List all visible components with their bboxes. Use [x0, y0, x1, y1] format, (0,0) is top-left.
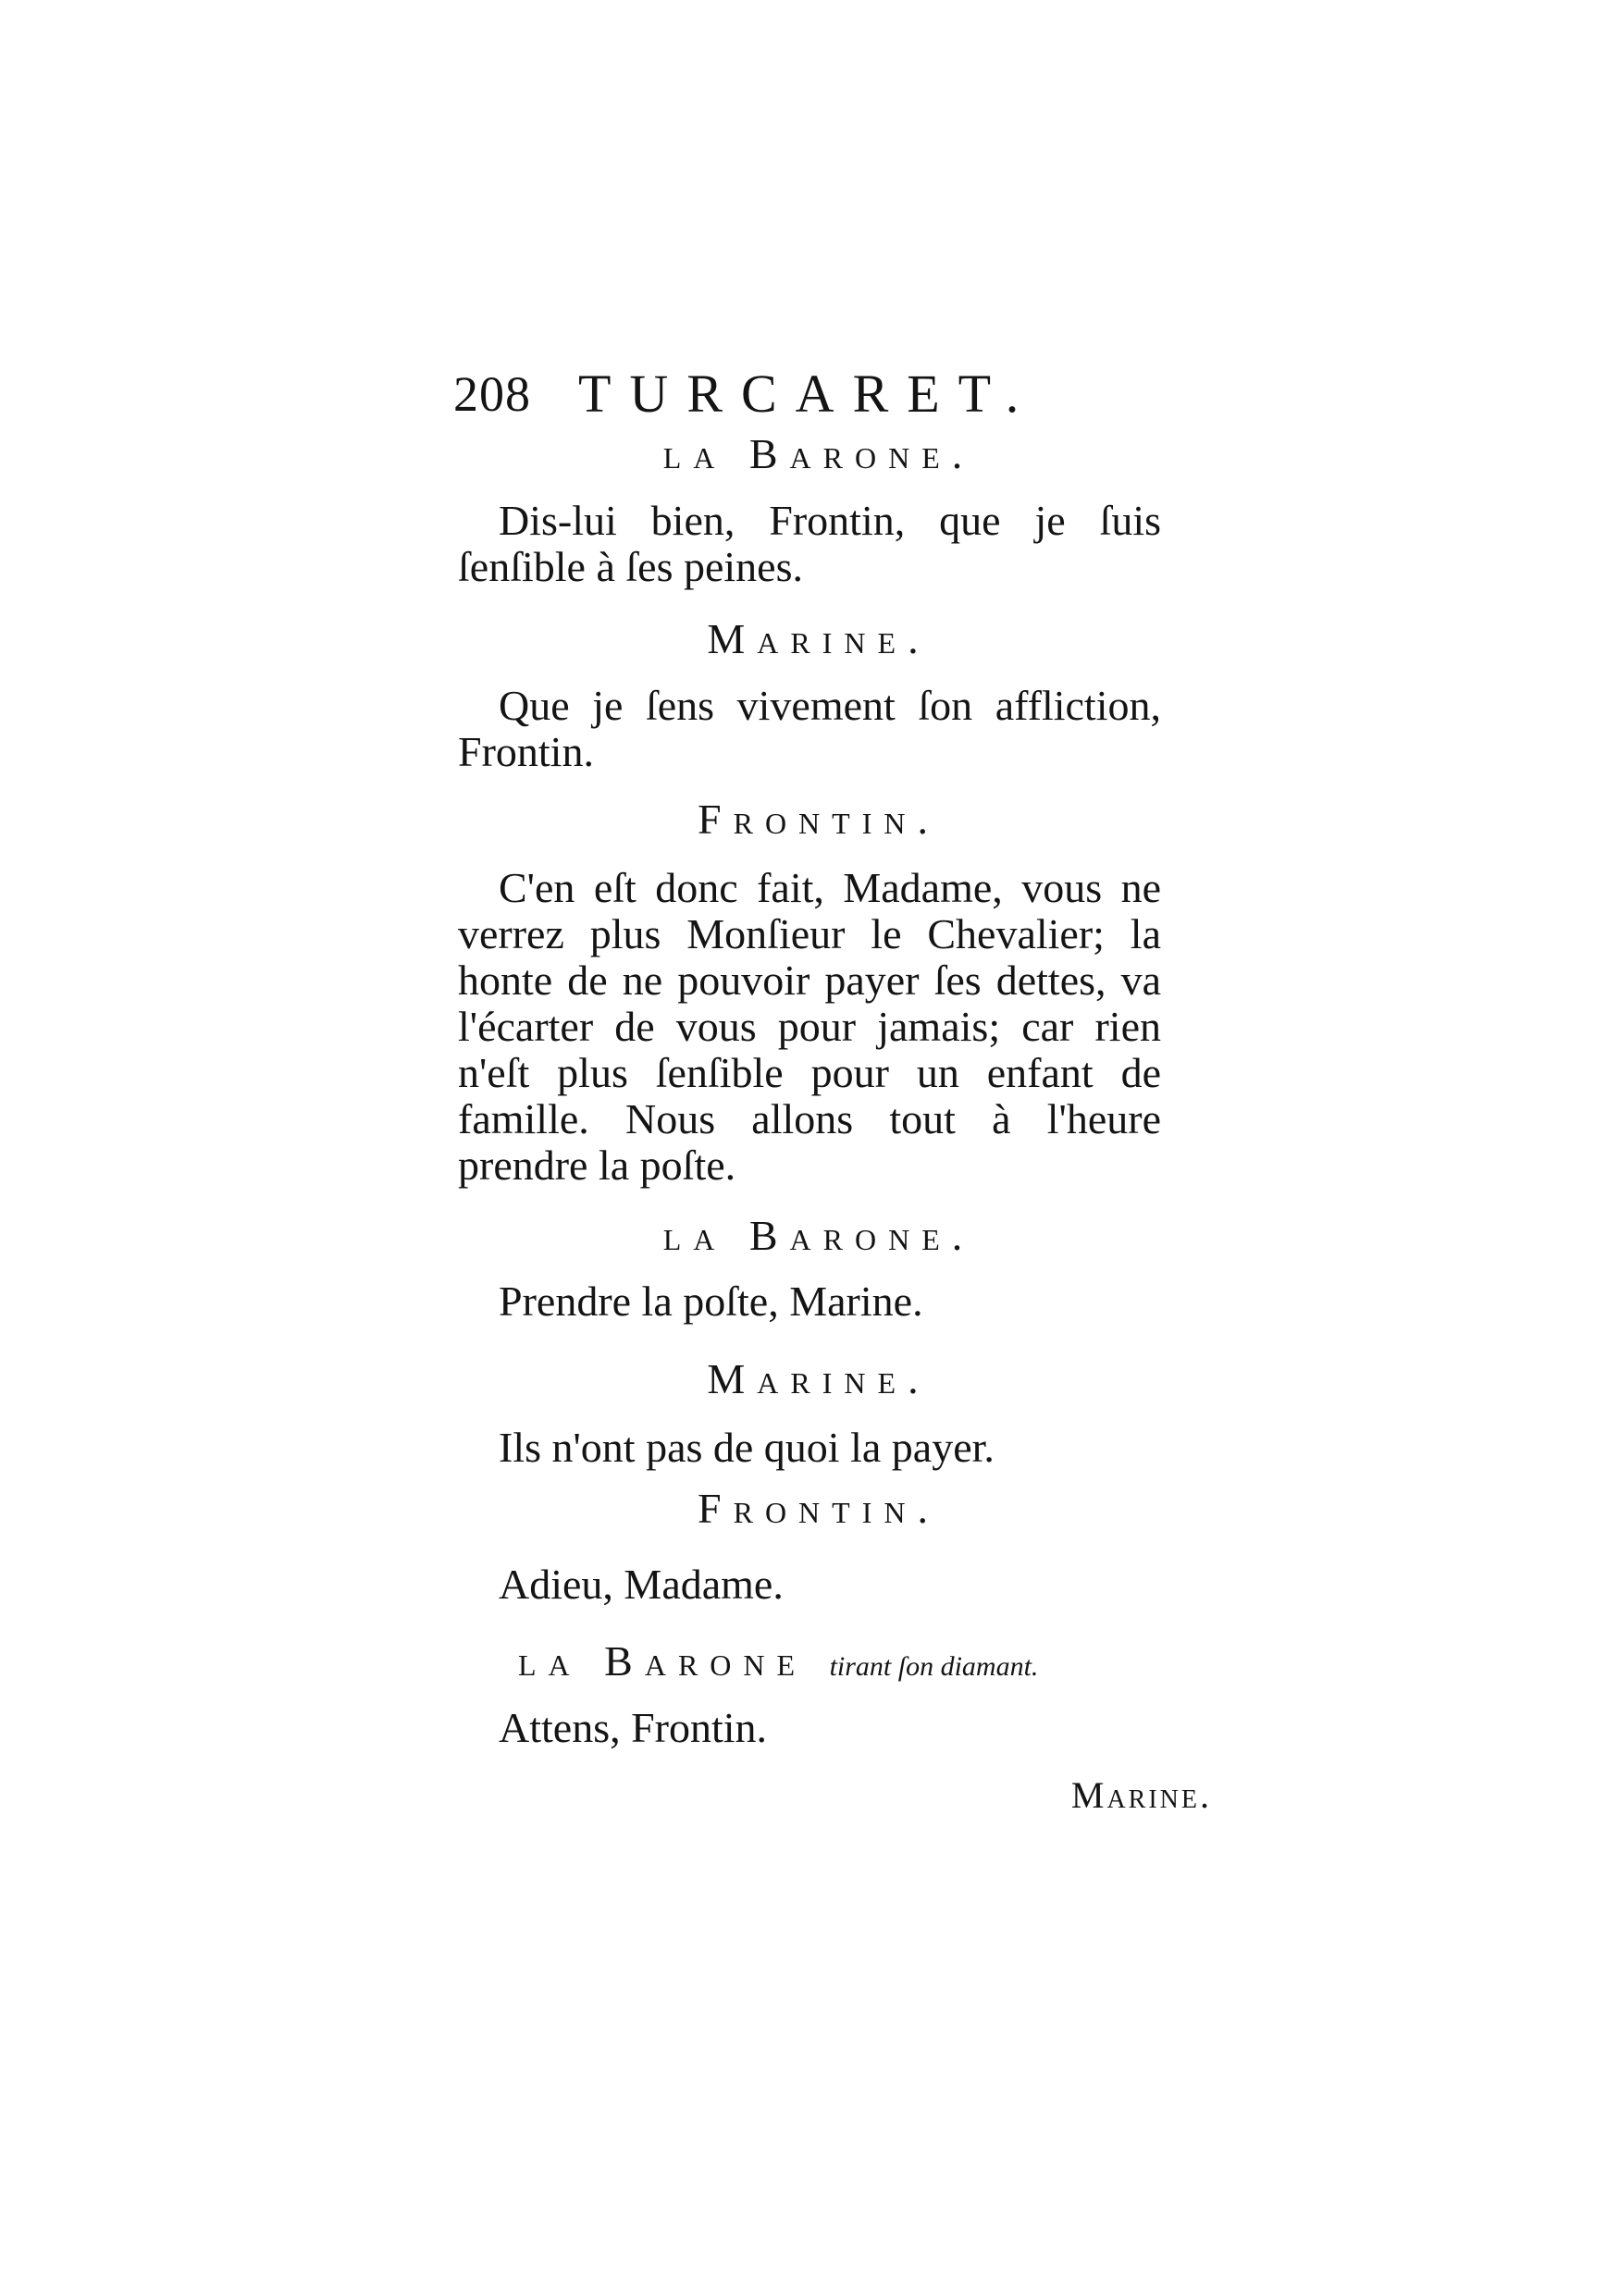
speech-text: C'en eſt donc fait, Madame, vous ne verrez plus Monſieur le Chevalier; la honte de ne pouvoir payer ſes dettes, va l'écarter de vous pour jamais; car rien n'eſt plus ſenſible pour un enfant de famille. Nous allons tout à l'heure prendre la poſte.	[458, 864, 1161, 1189]
speech-text: Ils n'ont pas de quoi la payer.	[499, 1424, 995, 1471]
speech-text: Attens, Frontin.	[499, 1704, 768, 1751]
running-head	[453, 357, 1045, 431]
speech-text: Dis-lui bien, Frontin, que je ſuis ſenſible à ſes peines.	[458, 497, 1161, 590]
speech-text: Que je ſens vivement ſon affliction, Frontin.	[458, 682, 1161, 775]
stage-direction: tirant ſon diamant.	[829, 1651, 1039, 1682]
speaker-heading: la Barone.	[662, 430, 975, 477]
speaker-heading: la Barone.	[662, 1212, 975, 1259]
page-number: 208	[453, 366, 531, 422]
speech-text: Adieu, Madame.	[499, 1561, 784, 1608]
speaker-heading: Frontin.	[698, 796, 940, 843]
speaker-heading: Frontin.	[698, 1485, 940, 1532]
speaker-heading: Marine.	[707, 1355, 931, 1402]
speaker-heading-with-stage-direction	[518, 1633, 1147, 1696]
catchword: Marine.	[1070, 1774, 1212, 1816]
speaker-name: la Barone	[518, 1637, 808, 1685]
running-title: TURCARET.	[578, 364, 1038, 424]
speech-text: Prendre la poſte, Marine.	[499, 1278, 923, 1325]
speaker-heading: Marine.	[707, 615, 931, 662]
